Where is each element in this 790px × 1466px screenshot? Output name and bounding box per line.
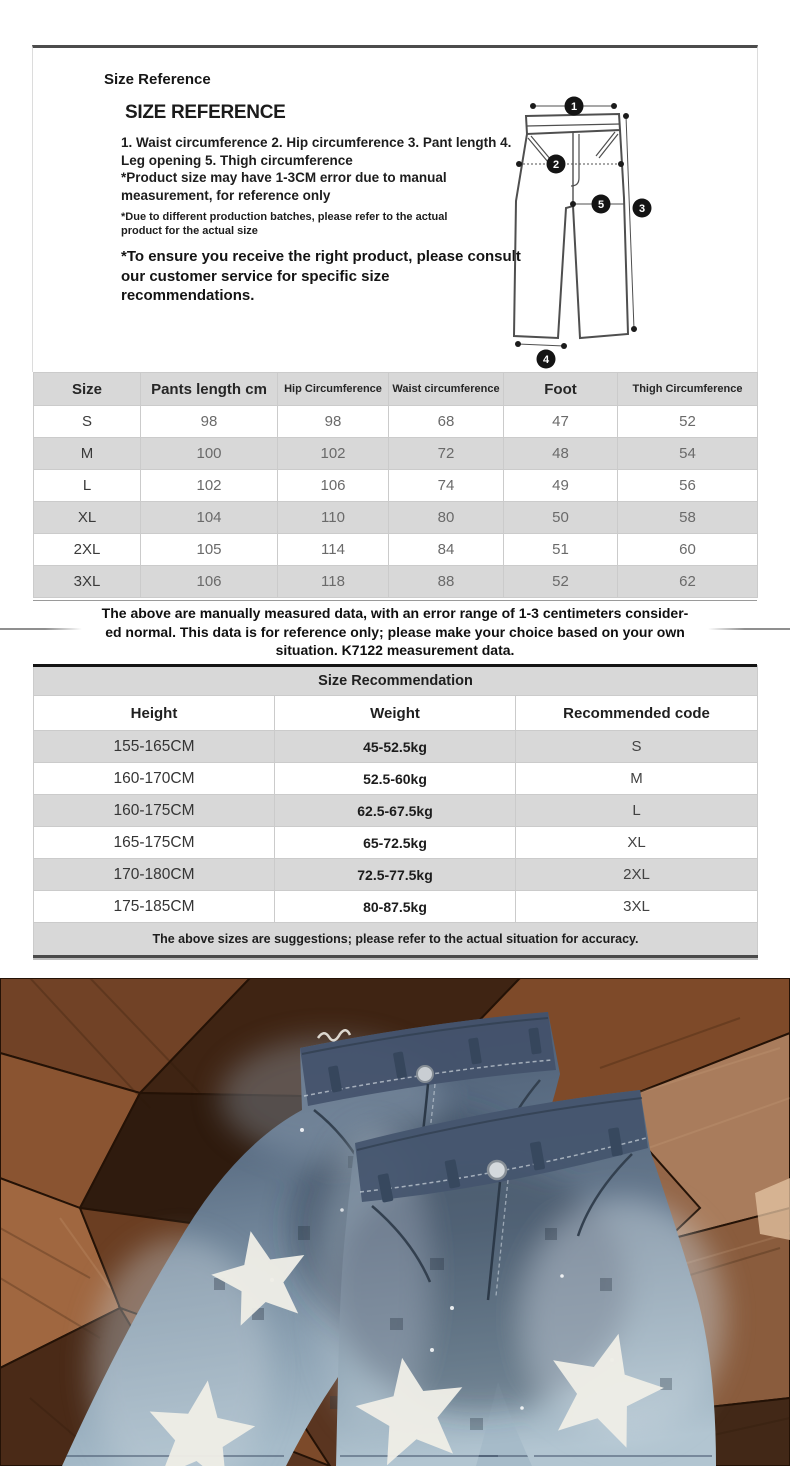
cell: 3XL	[516, 891, 758, 923]
cell: 102	[141, 470, 278, 502]
cell: XL	[516, 827, 758, 859]
cell: 50	[504, 502, 618, 534]
table-row	[34, 763, 758, 795]
size-table	[33, 372, 758, 598]
table-row	[34, 795, 758, 827]
recommendation-footer-row	[34, 923, 758, 957]
size-recommendation-table	[33, 665, 758, 958]
table-row	[34, 406, 758, 438]
badge-length	[633, 199, 652, 218]
cell: 74	[389, 470, 504, 502]
cell: 72.5-77.5kg	[275, 859, 516, 891]
cell: 51	[504, 534, 618, 566]
cell: 60	[618, 534, 758, 566]
table-row	[34, 470, 758, 502]
measurement-note	[33, 600, 757, 667]
production-batch-note: *Due to different production batches, please refer to the actual product for the actual size	[121, 211, 448, 238]
col-hip: Hip Circumference	[278, 373, 389, 406]
dimension-dots	[515, 103, 637, 349]
col-waist: Waist circumference	[389, 373, 504, 406]
table-row	[34, 859, 758, 891]
col-size: Size	[34, 373, 141, 406]
cell: 165-175CM	[34, 827, 275, 859]
recommendation-title: Size Recommendation	[34, 666, 758, 696]
cell: 106	[278, 470, 389, 502]
note-line: ed normal. This data is for reference only; please make your choice based on your own	[105, 623, 685, 640]
jeans-button	[417, 1066, 433, 1082]
cell: 102	[278, 438, 389, 470]
recommendation-header-row	[34, 696, 758, 731]
cell: M	[516, 763, 758, 795]
svg-text:5: 5	[597, 199, 605, 211]
recommendation-footer: The above sizes are suggestions; please refer to the actual situation for accuracy.	[34, 923, 758, 957]
cell: 88	[389, 566, 504, 598]
cell: 110	[278, 502, 389, 534]
right-divider-line	[708, 628, 790, 630]
col-height: Height	[34, 696, 275, 731]
cell: 175-185CM	[34, 891, 275, 923]
badge-waist	[565, 97, 584, 116]
cell: 52	[618, 406, 758, 438]
size-reference-heading: SIZE REFERENCE	[125, 102, 286, 123]
badge-hip	[547, 155, 566, 174]
cell: 58	[618, 502, 758, 534]
table-row	[34, 827, 758, 859]
cell: 98	[278, 406, 389, 438]
col-weight: Weight	[275, 696, 516, 731]
table-row	[34, 566, 758, 598]
cell: 170-180CM	[34, 859, 275, 891]
note-line: The above are manually measured data, with an error range of 1-3 centimeters consider-	[101, 605, 689, 621]
left-divider-line	[0, 628, 82, 630]
customer-service-note: *To ensure you receive the right product, please consult our customer service for specific size recommendations.	[121, 248, 521, 304]
cell: 52	[504, 566, 618, 598]
col-recommended-code: Recommended code	[516, 696, 758, 731]
cell: 72	[389, 438, 504, 470]
cell: 2XL	[34, 534, 141, 566]
badge-thigh	[592, 195, 611, 214]
cell: 68	[389, 406, 504, 438]
svg-text:4: 4	[542, 354, 550, 366]
cell: 2XL	[516, 859, 758, 891]
cell: L	[34, 470, 141, 502]
cell: 65-72.5kg	[275, 827, 516, 859]
pants-measurement-diagram	[506, 86, 691, 371]
cell: 48	[504, 438, 618, 470]
svg-text:1: 1	[570, 101, 578, 113]
svg-text:2: 2	[552, 159, 560, 171]
cell: S	[516, 731, 758, 763]
cell: M	[34, 438, 141, 470]
cell: 49	[504, 470, 618, 502]
cell: 80-87.5kg	[275, 891, 516, 923]
size-reference-section	[32, 45, 758, 372]
table-row	[34, 438, 758, 470]
pants-outline	[514, 114, 628, 338]
badge-leg-opening	[537, 350, 556, 369]
cell: 98	[141, 406, 278, 438]
recommendation-title-row	[34, 666, 758, 696]
col-thigh: Thigh Circumference	[618, 373, 758, 406]
svg-text:3: 3	[638, 203, 646, 215]
table-row	[34, 731, 758, 763]
product-photo	[0, 978, 790, 1466]
cell: 52.5-60kg	[275, 763, 516, 795]
cell: 155-165CM	[34, 731, 275, 763]
cell: 54	[618, 438, 758, 470]
col-pants-length: Pants length cm	[141, 373, 278, 406]
table-row	[34, 502, 758, 534]
cell: 47	[504, 406, 618, 438]
table-row	[34, 534, 758, 566]
measurement-items-text: 1. Waist circumference 2. Hip circumference 3. Pant length 4. Leg opening 5. Thigh circumference	[121, 135, 512, 168]
cell: 3XL	[34, 566, 141, 598]
cell: 114	[278, 534, 389, 566]
cell: 62	[618, 566, 758, 598]
col-foot: Foot	[504, 373, 618, 406]
cell: S	[34, 406, 141, 438]
cell: 105	[141, 534, 278, 566]
cell: 100	[141, 438, 278, 470]
cell: 84	[389, 534, 504, 566]
jeans-button	[488, 1161, 506, 1179]
cell: 80	[389, 502, 504, 534]
cell: 104	[141, 502, 278, 534]
note-line: situation. K7122 measurement data.	[275, 642, 515, 659]
cell: 160-170CM	[34, 763, 275, 795]
size-table-header	[34, 373, 758, 406]
cell: 118	[278, 566, 389, 598]
cell: 160-175CM	[34, 795, 275, 827]
cell: XL	[34, 502, 141, 534]
table-row	[34, 891, 758, 923]
section-title: Size Reference	[104, 71, 211, 88]
cell: L	[516, 795, 758, 827]
cell: 106	[141, 566, 278, 598]
measurement-error-note: *Product size may have 1-3CM error due to manual measurement, for reference only	[121, 170, 447, 203]
cell: 45-52.5kg	[275, 731, 516, 763]
cell: 62.5-67.5kg	[275, 795, 516, 827]
cell: 56	[618, 470, 758, 502]
